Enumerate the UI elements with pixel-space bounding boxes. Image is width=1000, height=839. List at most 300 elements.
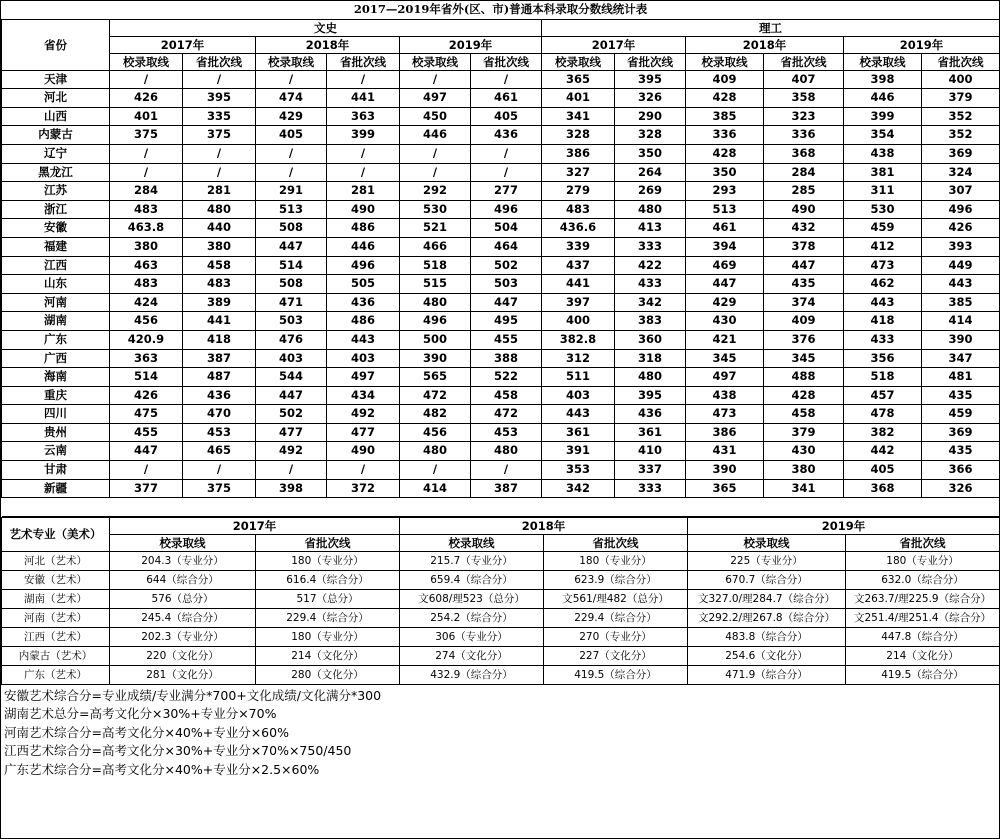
score-cell: 496 <box>922 200 1000 219</box>
score-cell: 398 <box>256 479 327 498</box>
score-cell: 436 <box>615 405 686 424</box>
score-cell: 502 <box>256 405 327 424</box>
score-cell: 447 <box>764 256 844 275</box>
score-cell: 379 <box>922 89 1000 108</box>
score-cell: 365 <box>686 479 764 498</box>
score-cell: 432 <box>764 219 844 238</box>
score-cell: 623.9（综合分） <box>544 570 688 589</box>
score-cell: / <box>400 461 471 480</box>
score-cell: 488 <box>764 368 844 387</box>
score-cell: 412 <box>844 237 922 256</box>
province-cell: 辽宁 <box>2 144 110 163</box>
score-cell: 395 <box>183 89 256 108</box>
score-cell: 368 <box>844 479 922 498</box>
province-cell: 福建 <box>2 237 110 256</box>
score-cell: 435 <box>922 386 1000 405</box>
score-cell: 496 <box>327 256 400 275</box>
score-cell: 372 <box>327 479 400 498</box>
score-cell: 285 <box>764 182 844 201</box>
score-cell: 180（专业分） <box>256 627 400 646</box>
art-subcol-header: 校录取线 <box>110 534 256 551</box>
table-row <box>2 405 1000 424</box>
score-cell: 202.3（专业分） <box>110 627 256 646</box>
score-cell: 508 <box>256 275 327 294</box>
score-cell: 473 <box>844 256 922 275</box>
score-cell: 466 <box>400 237 471 256</box>
table-row <box>2 442 1000 461</box>
score-cell: 326 <box>615 89 686 108</box>
score-cell: 375 <box>110 126 183 145</box>
table-row <box>2 330 1000 349</box>
score-cell: 387 <box>183 349 256 368</box>
score-cell: 180（专业分） <box>544 551 688 570</box>
score-cell: 328 <box>615 126 686 145</box>
score-cell: 376 <box>764 330 844 349</box>
score-cell: 290 <box>615 107 686 126</box>
table-row <box>2 70 1000 89</box>
score-cell: 462 <box>844 275 922 294</box>
score-cell: 358 <box>764 89 844 108</box>
note-line: 湖南艺术总分=高考文化分×30%+专业分×70% <box>4 706 277 722</box>
subcol-header: 省批次线 <box>183 53 256 70</box>
score-cell: 481 <box>922 368 1000 387</box>
score-cell: 354 <box>844 126 922 145</box>
score-cell: 480 <box>400 442 471 461</box>
score-cell: / <box>183 461 256 480</box>
score-cell: 497 <box>686 368 764 387</box>
score-cell: 438 <box>844 144 922 163</box>
score-cell: 399 <box>844 107 922 126</box>
score-cell: 229.4（综合分） <box>256 608 400 627</box>
score-cell: 227（文化分） <box>544 646 688 665</box>
art-subcol-header: 省批次线 <box>846 534 1000 551</box>
year-header: 2019年 <box>844 36 1000 53</box>
score-cell: 492 <box>327 405 400 424</box>
score-cell: 204.3（专业分） <box>110 551 256 570</box>
score-cell: 311 <box>844 182 922 201</box>
art-table-row <box>2 608 1000 627</box>
art-table-body <box>2 551 1000 684</box>
score-cell: / <box>471 163 542 182</box>
score-cell: 632.0（综合分） <box>846 570 1000 589</box>
score-cell: 441 <box>542 275 615 294</box>
score-cell: 405 <box>471 107 542 126</box>
score-cell: 447.8（综合分） <box>846 627 1000 646</box>
score-cell: 480 <box>615 368 686 387</box>
score-cell: 274（文化分） <box>400 646 544 665</box>
score-cell: 483.8（综合分） <box>688 627 846 646</box>
score-cell: 284 <box>764 163 844 182</box>
score-cell: 449 <box>922 256 1000 275</box>
score-cell: 530 <box>400 200 471 219</box>
score-cell: 450 <box>400 107 471 126</box>
score-cell: / <box>471 144 542 163</box>
province-cell: 江西（艺术） <box>2 627 110 646</box>
score-cell: 401 <box>542 89 615 108</box>
score-cell: 280（文化分） <box>256 665 400 684</box>
score-cell: 461 <box>686 219 764 238</box>
score-cell: 438 <box>686 386 764 405</box>
table-row <box>2 163 1000 182</box>
art-table-row <box>2 665 1000 684</box>
score-cell: 326 <box>922 479 1000 498</box>
score-cell: 616.4（综合分） <box>256 570 400 589</box>
score-cell: 436 <box>327 293 400 312</box>
score-cell: 500 <box>400 330 471 349</box>
art-table <box>1 517 1000 685</box>
score-cell: 254.6（文化分） <box>688 646 846 665</box>
page-title: 2017—2019年省外(区、市)普通本科录取分数线统计表 <box>2 1 1000 19</box>
score-cell: 327 <box>542 163 615 182</box>
score-cell: 435 <box>922 442 1000 461</box>
year-header: 2019年 <box>400 36 542 53</box>
score-cell: 342 <box>615 293 686 312</box>
score-cell: 480 <box>400 293 471 312</box>
score-cell: / <box>256 70 327 89</box>
score-cell: 490 <box>327 442 400 461</box>
score-cell: 437 <box>542 256 615 275</box>
score-cell: / <box>400 163 471 182</box>
score-cell: 395 <box>615 386 686 405</box>
score-cell: 352 <box>922 107 1000 126</box>
score-cell: 336 <box>764 126 844 145</box>
score-cell: 365 <box>542 70 615 89</box>
score-cell: 385 <box>922 293 1000 312</box>
province-cell: 海南 <box>2 368 110 387</box>
score-cell: 487 <box>183 368 256 387</box>
score-cell: 490 <box>327 200 400 219</box>
art-subcol-header: 校录取线 <box>688 534 846 551</box>
province-cell: 河南 <box>2 293 110 312</box>
spacer-cell <box>2 498 1000 517</box>
score-cell: 399 <box>327 126 400 145</box>
score-cell: 496 <box>471 200 542 219</box>
score-cell: 225（专业分） <box>688 551 846 570</box>
score-cell: 383 <box>615 312 686 331</box>
score-cell: 513 <box>256 200 327 219</box>
score-cell: 502 <box>471 256 542 275</box>
score-cell: / <box>110 163 183 182</box>
province-cell: 湖南 <box>2 312 110 331</box>
score-cell: 458 <box>183 256 256 275</box>
art-subcol-header: 校录取线 <box>400 534 544 551</box>
score-cell: 422 <box>615 256 686 275</box>
score-cell: 文561/理482（总分） <box>544 589 688 608</box>
subcol-header: 省批次线 <box>615 53 686 70</box>
score-cell: 473 <box>686 405 764 424</box>
score-cell: 515 <box>400 275 471 294</box>
score-cell: 447 <box>256 386 327 405</box>
score-cell: 441 <box>327 89 400 108</box>
score-cell: 405 <box>256 126 327 145</box>
score-cell: 366 <box>922 461 1000 480</box>
score-cell: 341 <box>764 479 844 498</box>
year-header: 2017年 <box>110 36 256 53</box>
table-row <box>2 200 1000 219</box>
province-cell: 广东（艺术） <box>2 665 110 684</box>
score-cell: 457 <box>844 386 922 405</box>
score-cell: 文292.2/理267.8（综合分） <box>688 608 846 627</box>
score-cell: 447 <box>110 442 183 461</box>
score-cell: 446 <box>327 237 400 256</box>
score-cell: 393 <box>922 237 1000 256</box>
art-year-header: 2017年 <box>110 517 400 534</box>
score-cell: 323 <box>764 107 844 126</box>
table-row <box>2 256 1000 275</box>
score-cell: 472 <box>471 405 542 424</box>
table-row <box>2 349 1000 368</box>
subcol-header: 校录取线 <box>542 53 615 70</box>
score-cell: 446 <box>844 89 922 108</box>
score-cell: 480 <box>615 200 686 219</box>
score-cell: 435 <box>764 275 844 294</box>
score-cell: 576（总分） <box>110 589 256 608</box>
score-cell: 394 <box>686 237 764 256</box>
score-cell: 458 <box>471 386 542 405</box>
province-cell: 安徽 <box>2 219 110 238</box>
note-line: 广东艺术综合分=高考文化分×40%+专业分×2.5×60% <box>4 761 320 777</box>
score-cell: 430 <box>686 312 764 331</box>
score-cell: 504 <box>471 219 542 238</box>
score-cell: 465 <box>183 442 256 461</box>
score-cell: 477 <box>327 423 400 442</box>
province-cell: 重庆 <box>2 386 110 405</box>
province-cell: 四川 <box>2 405 110 424</box>
score-cell: 428 <box>686 89 764 108</box>
score-cell: 文608/理523（总分） <box>400 589 544 608</box>
score-cell: 521 <box>400 219 471 238</box>
score-cell: 440 <box>183 219 256 238</box>
province-cell: 江西 <box>2 256 110 275</box>
group-header-wenshi: 文史 <box>110 19 542 36</box>
subcol-header: 校录取线 <box>686 53 764 70</box>
score-cell: 281（文化分） <box>110 665 256 684</box>
score-cell: 215.7（专业分） <box>400 551 544 570</box>
score-cell: 483 <box>110 200 183 219</box>
score-cell: 400 <box>922 70 1000 89</box>
score-cell: 410 <box>615 442 686 461</box>
score-cell: 508 <box>256 219 327 238</box>
score-cell: 497 <box>327 368 400 387</box>
score-cell: 380 <box>183 237 256 256</box>
score-cell: 429 <box>686 293 764 312</box>
province-cell: 安徽（艺术） <box>2 570 110 589</box>
score-cell: 382.8 <box>542 330 615 349</box>
score-cell: 419.5（综合分） <box>846 665 1000 684</box>
score-cell: 214（文化分） <box>256 646 400 665</box>
score-cell: 409 <box>686 70 764 89</box>
score-cell: 446 <box>400 126 471 145</box>
score-cell: 503 <box>256 312 327 331</box>
score-cell: 378 <box>764 237 844 256</box>
score-cell: 375 <box>183 479 256 498</box>
score-cell: / <box>183 144 256 163</box>
score-cell: 659.4（综合分） <box>400 570 544 589</box>
province-cell: 河南（艺术） <box>2 608 110 627</box>
score-cell: 447 <box>256 237 327 256</box>
score-cell: 455 <box>110 423 183 442</box>
score-cell: / <box>327 70 400 89</box>
table-row <box>2 368 1000 387</box>
score-cell: 443 <box>542 405 615 424</box>
score-cell: 312 <box>542 349 615 368</box>
table-row <box>2 461 1000 480</box>
score-cell: 429 <box>256 107 327 126</box>
province-cell: 广西 <box>2 349 110 368</box>
score-cell: / <box>256 461 327 480</box>
score-cell: 436.6 <box>542 219 615 238</box>
score-table <box>1 1 1000 517</box>
score-cell: 476 <box>256 330 327 349</box>
score-cell: 443 <box>844 293 922 312</box>
score-cell: 428 <box>686 144 764 163</box>
province-cell: 湖南（艺术） <box>2 589 110 608</box>
score-cell: 380 <box>110 237 183 256</box>
score-cell: 434 <box>327 386 400 405</box>
score-cell: / <box>471 461 542 480</box>
year-header: 2017年 <box>542 36 686 53</box>
score-cell: 368 <box>764 144 844 163</box>
art-subcol-header: 省批次线 <box>256 534 400 551</box>
score-cell: 513 <box>686 200 764 219</box>
score-cell: 483 <box>183 275 256 294</box>
score-cell: 418 <box>844 312 922 331</box>
score-cell: 414 <box>400 479 471 498</box>
province-header: 省份 <box>2 19 110 70</box>
score-cell: 381 <box>844 163 922 182</box>
province-cell: 甘肃 <box>2 461 110 480</box>
score-cell: 424 <box>110 293 183 312</box>
score-cell: 264 <box>615 163 686 182</box>
score-cell: 405 <box>844 461 922 480</box>
score-cell: / <box>400 144 471 163</box>
score-cell: / <box>110 461 183 480</box>
score-cell: 490 <box>764 200 844 219</box>
score-cell: 401 <box>110 107 183 126</box>
score-cell: 328 <box>542 126 615 145</box>
score-cell: 453 <box>183 423 256 442</box>
score-cell: 514 <box>110 368 183 387</box>
score-cell: 544 <box>256 368 327 387</box>
score-cell: 409 <box>764 312 844 331</box>
score-cell: 456 <box>110 312 183 331</box>
subcol-header: 校录取线 <box>400 53 471 70</box>
score-cell: 482 <box>400 405 471 424</box>
score-cell: 407 <box>764 70 844 89</box>
score-cell: 306（专业分） <box>400 627 544 646</box>
score-cell: 433 <box>844 330 922 349</box>
table-row <box>2 144 1000 163</box>
score-cell: 350 <box>686 163 764 182</box>
score-cell: 486 <box>327 312 400 331</box>
score-cell: 文251.4/理251.4（综合分） <box>846 608 1000 627</box>
score-cell: 522 <box>471 368 542 387</box>
score-cell: 318 <box>615 349 686 368</box>
table-row <box>2 107 1000 126</box>
score-cell: / <box>400 70 471 89</box>
score-cell: 341 <box>542 107 615 126</box>
score-cell: 269 <box>615 182 686 201</box>
score-cell: 397 <box>542 293 615 312</box>
score-cell: 345 <box>764 349 844 368</box>
formula-notes <box>1 685 999 782</box>
subcol-header: 校录取线 <box>110 53 183 70</box>
score-cell: 464 <box>471 237 542 256</box>
score-cell: 403 <box>542 386 615 405</box>
score-cell: 391 <box>542 442 615 461</box>
score-cell: 350 <box>615 144 686 163</box>
score-cell: 文263.7/理225.9（综合分） <box>846 589 1000 608</box>
score-cell: 403 <box>256 349 327 368</box>
score-cell: 426 <box>110 89 183 108</box>
score-cell: / <box>256 163 327 182</box>
province-cell: 内蒙古 <box>2 126 110 145</box>
score-cell: 426 <box>922 219 1000 238</box>
score-cell: 390 <box>400 349 471 368</box>
score-cell: 356 <box>844 349 922 368</box>
score-cell: 390 <box>686 461 764 480</box>
score-cell: / <box>110 144 183 163</box>
province-cell: 河北（艺术） <box>2 551 110 570</box>
score-cell: 478 <box>844 405 922 424</box>
score-cell: 363 <box>110 349 183 368</box>
art-subcol-header: 省批次线 <box>544 534 688 551</box>
score-cell: 483 <box>110 275 183 294</box>
score-cell: 426 <box>110 386 183 405</box>
score-cell: 369 <box>922 423 1000 442</box>
subcol-header: 省批次线 <box>327 53 400 70</box>
score-cell: 492 <box>256 442 327 461</box>
score-cell: 670.7（综合分） <box>688 570 846 589</box>
score-cell: 347 <box>922 349 1000 368</box>
score-cell: / <box>327 163 400 182</box>
score-cell: 413 <box>615 219 686 238</box>
score-cell: 496 <box>400 312 471 331</box>
province-cell: 河北 <box>2 89 110 108</box>
table-row <box>2 237 1000 256</box>
score-cell: 455 <box>471 330 542 349</box>
score-cell: 180（专业分） <box>846 551 1000 570</box>
table-row <box>2 312 1000 331</box>
score-cell: 480 <box>183 200 256 219</box>
spacer-row <box>2 498 1000 517</box>
score-cell: 337 <box>615 461 686 480</box>
score-cell: 421 <box>686 330 764 349</box>
score-cell: 307 <box>922 182 1000 201</box>
score-cell: 333 <box>615 237 686 256</box>
province-cell: 浙江 <box>2 200 110 219</box>
score-cell: 400 <box>542 312 615 331</box>
score-cell: 360 <box>615 330 686 349</box>
score-cell: 458 <box>764 405 844 424</box>
score-cell: 472 <box>400 386 471 405</box>
art-table-row <box>2 646 1000 665</box>
score-cell: 389 <box>183 293 256 312</box>
score-cell: 517（总分） <box>256 589 400 608</box>
score-cell: 281 <box>327 182 400 201</box>
score-cell: 469 <box>686 256 764 275</box>
note-line: 安徽艺术综合分=专业成绩/专业满分*700+文化成绩/文化满分*300 <box>4 687 382 703</box>
score-cell: 471 <box>256 293 327 312</box>
score-cell: 386 <box>686 423 764 442</box>
table-row <box>2 219 1000 238</box>
score-cell: 470 <box>183 405 256 424</box>
table-row <box>2 275 1000 294</box>
score-cell: 418 <box>183 330 256 349</box>
score-cell: 387 <box>471 479 542 498</box>
table-row <box>2 182 1000 201</box>
score-cell: 220（文化分） <box>110 646 256 665</box>
